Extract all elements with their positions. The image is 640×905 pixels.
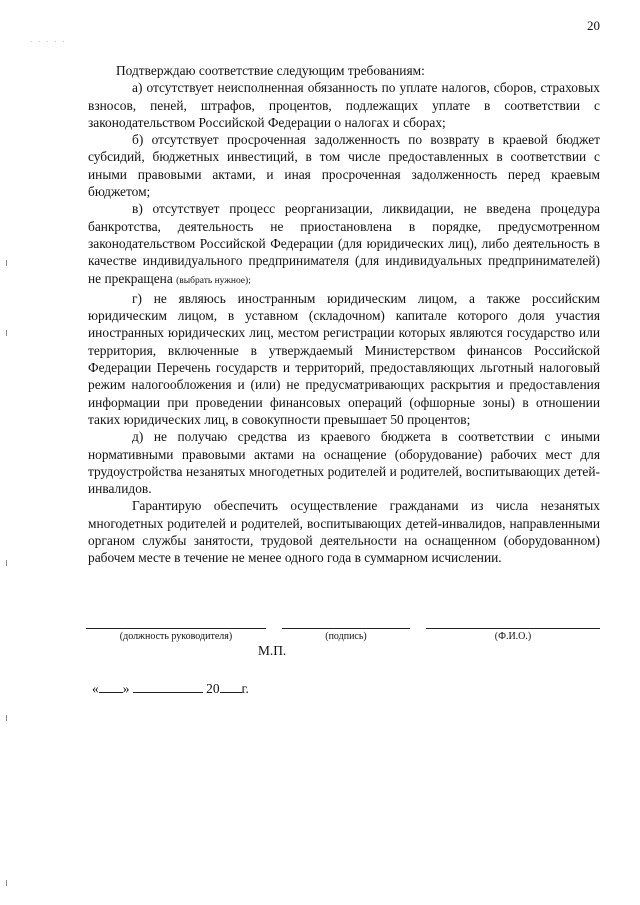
requirement-g: г) не являюсь иностранным юридическим лицом, а также российским юридическим лицом, в уставном (складочном) капитале которого доля участия иностранных юридических лиц, местом регистрации которых являются государство или территория, включенные в утверждаемый Министерством финансов Российской Федерации Перечень государств и территорий, предоставляющих льготный налоговый режим налогообложения и (или) не предусматривающих раскрытия и предоставления информации при проведении финансовых операций (офшорные зоны) в отношении таких юридических лиц, в совокупности превышает 50 процентов; <box>88 290 600 427</box>
declaration-text <box>88 62 600 567</box>
requirement-v <box>88 200 600 289</box>
requirement-v-text: в) отсутствует процесс реорганизации, ликвидации, не введена процедура банкротства, деятельность не приостановлена в порядке, предусмотренном законодательством Российской Федерации (для юридических лиц), либо деятельность в качестве индивидуального предпринимателя (для индивидуальных предпринимателей) не прекращена <box>88 201 600 286</box>
name-label: (Ф.И.О.) <box>494 631 532 642</box>
scan-margin-mark <box>6 560 7 566</box>
scan-margin-mark <box>6 260 7 266</box>
requirement-v-note: (выбрать нужное); <box>176 275 251 286</box>
guarantee-paragraph: Гарантирую обеспечить осуществление гражданами из числа незанятых многодетных родителей и родителей, воспитывающих детей-инвалидов, направленными органом службы занятости, трудовой деятельности на оснащенном (оборудованном) рабочем месте в течение не менее одного года в суммарном исчислении. <box>88 498 600 566</box>
signature-line <box>282 628 410 629</box>
position-line <box>86 628 266 629</box>
date-open-quote: « <box>92 681 99 696</box>
day-blank <box>99 680 123 693</box>
date-line <box>92 680 249 697</box>
year-prefix: 20 <box>206 681 220 696</box>
requirement-b: б) отсутствует просроченная задолженность по возврату в краевой бюджет субсидий, бюджетных инвестиций, в том числе предоставленных в соответствии с иными правовыми актами, и иная просроченная задолженность перед краевым бюджетом; <box>88 132 600 200</box>
requirement-d: д) не получаю средства из краевого бюджета в соответствии с иными нормативными правовыми актами на оснащение (оборудование) рабочих мест для трудоустройства незанятых многодетных родителей и родителей, воспитывающих детей-инвалидов. <box>88 429 600 497</box>
scan-artifact: · · · · · <box>30 38 67 46</box>
date-close-quote: » <box>122 681 130 696</box>
year-suffix: г. <box>241 681 249 696</box>
signature-label: (подпись) <box>325 631 367 642</box>
scan-margin-mark <box>6 715 7 721</box>
scan-margin-mark <box>6 880 7 886</box>
requirement-a: а) отсутствует неисполненная обязанность по уплате налогов, сборов, страховых взносов, пеней, штрафов, процентов, подлежащих уплате в соответствии с законодательством Российской Федерации о налогах и сборах; <box>88 80 600 130</box>
stamp-place-label: М.П. <box>258 643 287 658</box>
position-label: (должность руководителя) <box>119 631 233 642</box>
name-line <box>426 628 600 629</box>
month-blank <box>133 680 203 693</box>
scan-margin-mark <box>6 330 7 336</box>
intro-paragraph: Подтверждаю соответствие следующим требованиям: <box>116 63 425 78</box>
page-number: 20 <box>587 18 600 33</box>
year-blank <box>220 680 242 693</box>
